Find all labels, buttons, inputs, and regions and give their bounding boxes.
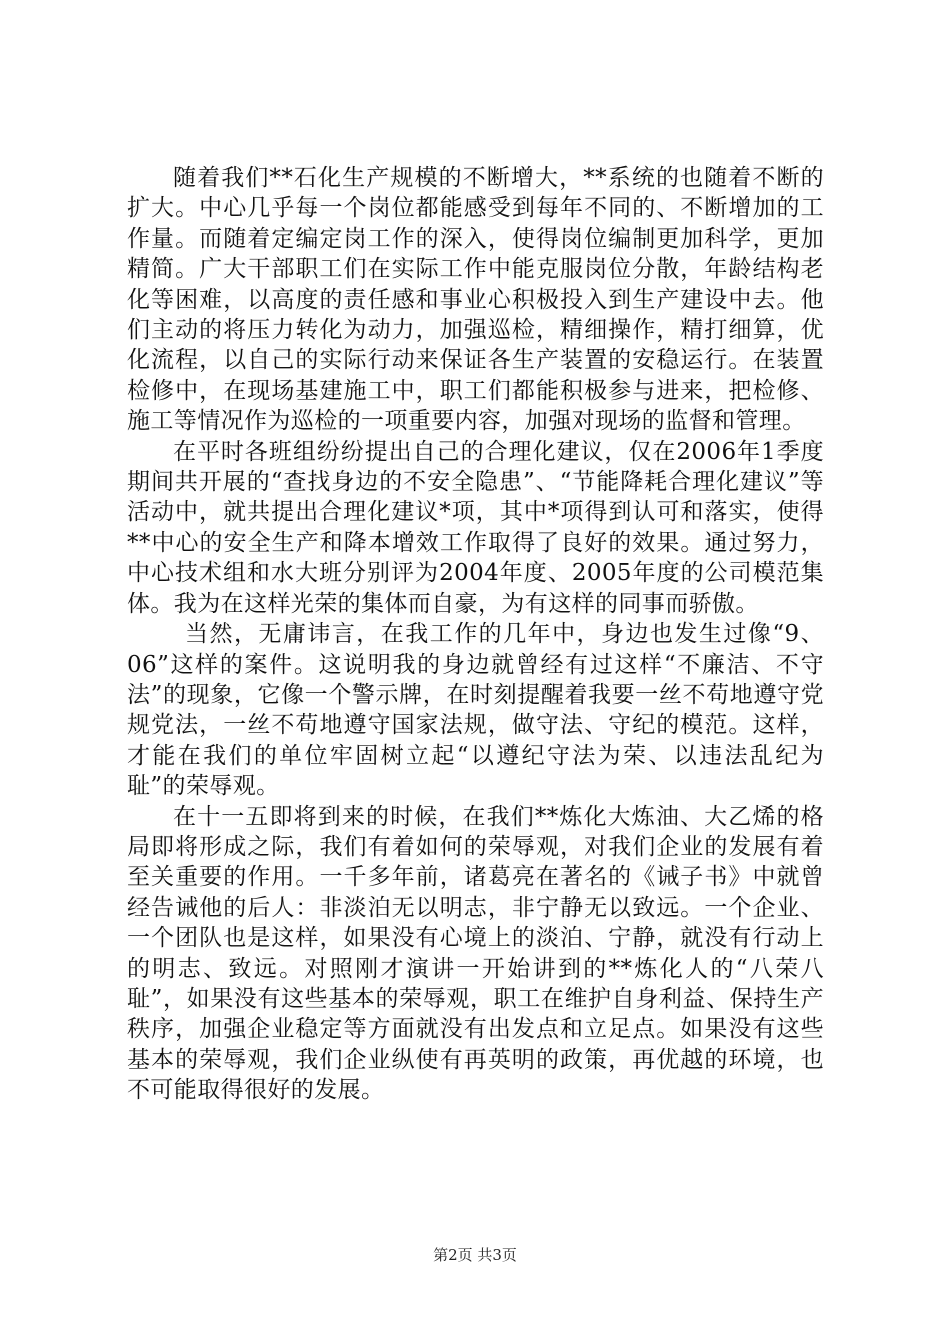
paragraph-4: 在十一五即将到来的时候，在我们**炼化大炼油、大乙烯的格局即将形成之际，我们有着如何的荣辱观，对我们企业的发展有着至关重要的作用。一千多年前，诸葛亮在著名的《诫子书》中就曾经告诫他的后人：非淡泊无以明志，非宁静无以致远。一个企业、一个团队也是这样，如果没有心境上的淡泊、宁静，就没有行动上的明志、致远。对照刚才演讲一开始讲到的**炼化人的“八荣八耻”，如果没有这些基本的荣辱观，职工在维护自身利益、保持生产秩序，加强企业稳定等方面就没有出发点和立足点。如果没有这些基本的荣辱观，我们企业纵使有再英明的政策，再优越的环境，也不可能取得很好的发展。	[127, 803, 824, 1104]
page-number-footer: 第2页 共3页	[433, 1246, 517, 1264]
paragraph-1: 随着我们**石化生产规模的不断增大，**系统的也随着不断的扩大。中心几乎每一个岗位都能感受到每年不同的、不断增加的工作量。而随着定编定岗工作的深入，使得岗位编制更加科学，更加精简。广大干部职工们在实际工作中能克服岗位分散，年龄结构老化等困难，以高度的责任感和事业心积极投入到生产建设中去。他们主动的将压力转化为动力，加强巡检，精细操作，精打细算，优化流程，以自己的实际行动来保证各生产装置的安稳运行。在装置检修中，在现场基建施工中，职工们都能积极参与进来，把检修、施工等情况作为巡检的一项重要内容，加强对现场的监督和管理。	[127, 165, 824, 435]
paragraph-3: 当然，无庸讳言，在我工作的几年中，身边也发生过像“9、06”这样的案件。这说明我的身边就曾经有过这样“不廉洁、不守法”的现象，它像一个警示牌，在时刻提醒着我要一丝不苟地遵守党规党法，一丝不苟地遵守国家法规，做守法、守纪的模范。这样，才能在我们的单位牢固树立起“以遵纪守法为荣、以违法乱纪为耻”的荣辱观。	[127, 621, 824, 800]
document-body	[127, 163, 824, 1106]
paragraph-2: 在平时各班组纷纷提出自己的合理化建议，仅在2006年1季度期间共开展的“查找身边的不安全隐患”、“节能降耗合理化建议”等活动中，就共提出合理化建议*项，其中*项得到认可和落实，使得**中心的安全生产和降本增效工作取得了良好的效果。通过努力，中心技术组和水大班分别评为2004年度、2005年度的公司模范集体。我为在这样光荣的集体而自豪，为有这样的同事而骄傲。	[127, 438, 824, 617]
